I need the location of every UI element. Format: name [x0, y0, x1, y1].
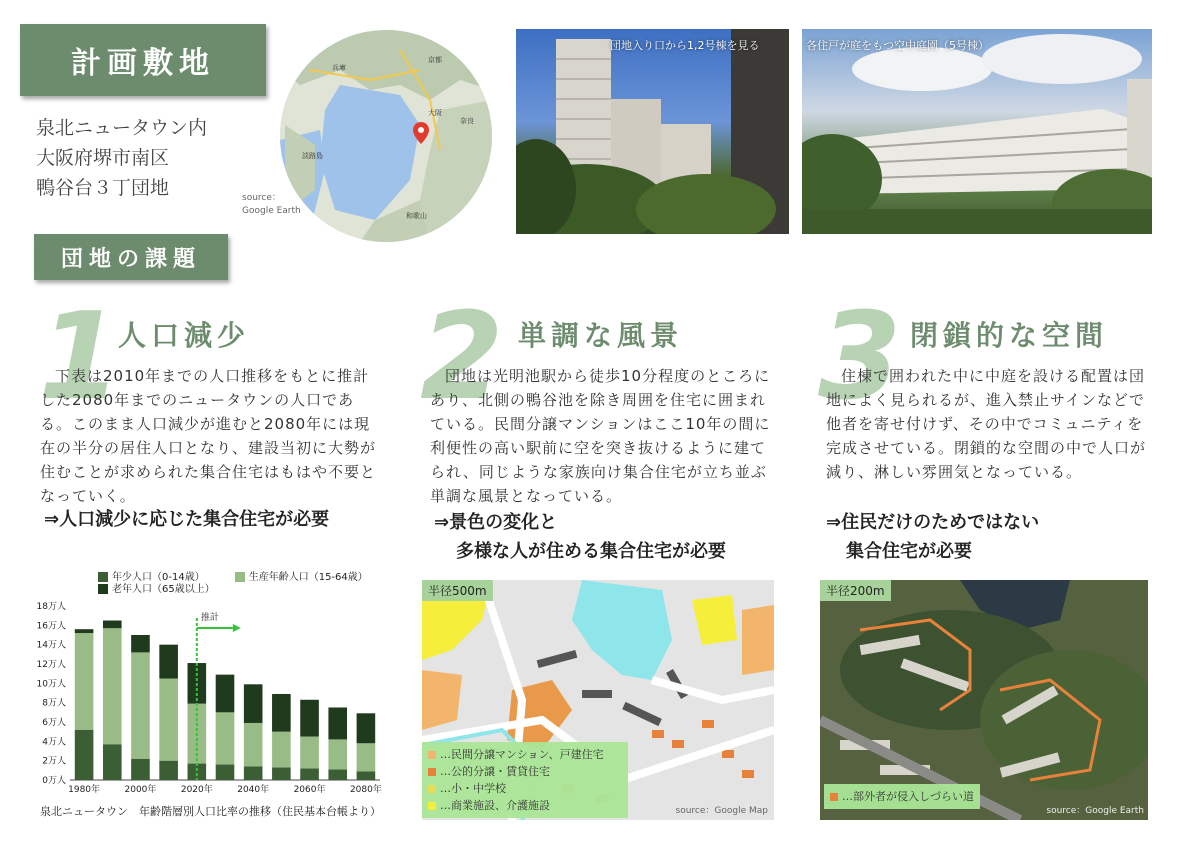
map-label: 大阪	[428, 109, 442, 117]
map-label: 京都	[428, 56, 442, 64]
issue-number: 1	[38, 288, 122, 427]
bar-segment	[131, 759, 150, 780]
bar-segment	[216, 712, 235, 764]
bar-segment	[300, 700, 319, 737]
issue-number: 3	[818, 288, 902, 427]
address-line: 大阪府堺市南区	[36, 147, 170, 169]
issue-title: 単調な風景	[518, 319, 684, 352]
issues-heading: 団地の課題	[34, 234, 228, 280]
legend-swatch	[428, 785, 436, 793]
bar-segment	[216, 765, 235, 780]
y-tick-label: 10万人	[36, 679, 66, 690]
photo-caption: 団地入り口から1,2号棟を見る	[610, 39, 760, 52]
bar-segment	[272, 732, 291, 768]
chart-legend	[98, 572, 368, 596]
y-tick-label: 16万人	[36, 621, 66, 632]
map-source: source： Google Earth	[242, 193, 301, 216]
legend-item: …公的分譲・賃貸住宅	[428, 763, 622, 780]
legend-swatch	[428, 768, 436, 776]
bar-segment	[131, 635, 150, 652]
site-heading: 計画敷地	[20, 24, 266, 96]
aerial-map-200m	[820, 580, 1148, 820]
area-map-500m	[422, 580, 774, 820]
bar-segment	[300, 737, 319, 769]
y-tick-label: 4万人	[42, 737, 66, 748]
arrow-head-icon	[233, 624, 241, 632]
bar-segment	[75, 730, 94, 780]
photo-caption: 各住戸が庭をもつ空中庭園（5号棟）	[806, 39, 989, 52]
legend-item: …部外者が侵入しづらい道	[830, 788, 974, 805]
issue-conclusion: ⇒住民だけのためではない 集合住宅が必要	[826, 512, 1040, 562]
issue-conclusion: ⇒人口減少に応じた集合住宅が必要	[44, 509, 330, 530]
map-legend	[422, 742, 628, 818]
bar-segment	[159, 679, 178, 761]
bar-segment	[244, 766, 263, 780]
y-tick-label: 0万人	[42, 776, 66, 786]
x-tick-label: 1980年	[68, 785, 101, 795]
map-source: source：Google Earth	[1046, 806, 1144, 816]
issue-body: 下表は2010年までの人口推移をもとに推計した2080年までのニュータウンの人口である。このまま人口減少が進むと2080年には現在の半分の居住人口となり、建設当初に大勢が住むことが求められた集合住宅はもはや不要となっていく。	[40, 367, 377, 505]
map-source: source：Google Map	[675, 806, 768, 816]
issue-conclusion: ⇒景色の変化と 多様な人が住める集合住宅が必要	[434, 512, 726, 562]
bar-segment	[357, 771, 376, 780]
bar-segment	[272, 694, 291, 732]
bar-segment	[244, 684, 263, 723]
map-legend	[824, 784, 980, 809]
legend-item: 生産年齢人口（15-64歳）	[235, 572, 368, 584]
bar-segment	[103, 621, 122, 629]
bar-segment	[75, 629, 94, 633]
bar-segment	[131, 652, 150, 758]
photo-entrance	[516, 29, 789, 234]
map-label: 奈良	[460, 117, 474, 125]
x-tick-label: 2020年	[180, 785, 213, 795]
legend-item: …小・中学校	[428, 780, 622, 797]
legend-item: …民間分譲マンション、戸建住宅	[428, 746, 622, 763]
bar-segment	[188, 764, 207, 780]
bar-segment	[328, 769, 347, 780]
bar-segment	[159, 645, 178, 679]
legend-item: …商業施設、介護施設	[428, 797, 622, 814]
bar-segment	[328, 708, 347, 740]
population-chart	[28, 598, 390, 798]
region-map	[280, 30, 492, 242]
x-tick-label: 2040年	[237, 785, 270, 795]
bar-segment	[357, 743, 376, 771]
y-tick-label: 14万人	[36, 640, 66, 651]
bar-segment	[75, 633, 94, 730]
bar-segment	[272, 767, 291, 780]
bar-segment	[357, 713, 376, 743]
y-tick-label: 2万人	[42, 756, 66, 767]
bar-segment	[216, 675, 235, 713]
issue-number: 2	[420, 288, 504, 427]
legend-swatch	[98, 584, 108, 594]
bar-segment	[103, 628, 122, 744]
projection-label: 推計	[200, 613, 219, 623]
y-tick-label: 12万人	[36, 660, 66, 670]
site-address	[36, 113, 207, 203]
legend-item: 年少人口（0-14歳）	[98, 572, 205, 584]
bar-segment	[244, 723, 263, 767]
chart-caption: 泉北ニュータウン 年齢階層別人口比率の推移（住民基本台帳より）	[40, 805, 381, 818]
map-label: 兵庫	[332, 64, 346, 72]
bar-segment	[103, 744, 122, 780]
radius-tag: 半径500m	[422, 580, 493, 601]
map-label: 淡路島	[302, 152, 323, 160]
bar-segment	[300, 768, 319, 780]
y-tick-label: 18万人	[36, 602, 66, 612]
map-label: 和歌山	[406, 212, 427, 220]
issue-title: 人口減少	[118, 319, 251, 352]
bar-segment	[328, 739, 347, 769]
legend-swatch	[830, 793, 838, 801]
y-tick-label: 6万人	[42, 718, 66, 728]
address-line: 泉北ニュータウン内	[36, 117, 208, 139]
x-tick-label: 2060年	[293, 785, 326, 795]
legend-swatch	[428, 802, 436, 810]
legend-swatch	[98, 572, 108, 582]
legend-item: 老年人口（65歳以上）	[98, 584, 368, 596]
issue-body: 団地は光明池駅から徒歩10分程度のところにあり、北側の鴨谷池を除き周囲を住宅に囲まれている。民間分譲マンションはここ10年の間に利便性の高い駅前に空を突き抜けるように建てられ、同じような家族向け集合住宅が立ち並ぶ単調な風景となっている。	[430, 367, 771, 505]
legend-swatch	[235, 572, 245, 582]
issue-body: 住棟で囲われた中に中庭を設ける配置は団地によく見られるが、進入禁止サインなどで他者を寄せ付けず、その中でコミュニティを完成させている。閉鎖的な空間の中で人口が減り、淋しい雰囲気となっている。	[826, 367, 1147, 481]
legend-swatch	[428, 751, 436, 759]
y-tick-label: 8万人	[42, 698, 66, 709]
photo-garden	[802, 29, 1152, 234]
address-line: 鴨谷台３丁団地	[36, 177, 170, 199]
issue-title: 閉鎖的な空間	[910, 319, 1109, 352]
radius-tag: 半径200m	[820, 580, 891, 601]
bar-segment	[159, 761, 178, 780]
x-tick-label: 2080年	[349, 785, 382, 795]
x-tick-label: 2000年	[124, 785, 157, 795]
